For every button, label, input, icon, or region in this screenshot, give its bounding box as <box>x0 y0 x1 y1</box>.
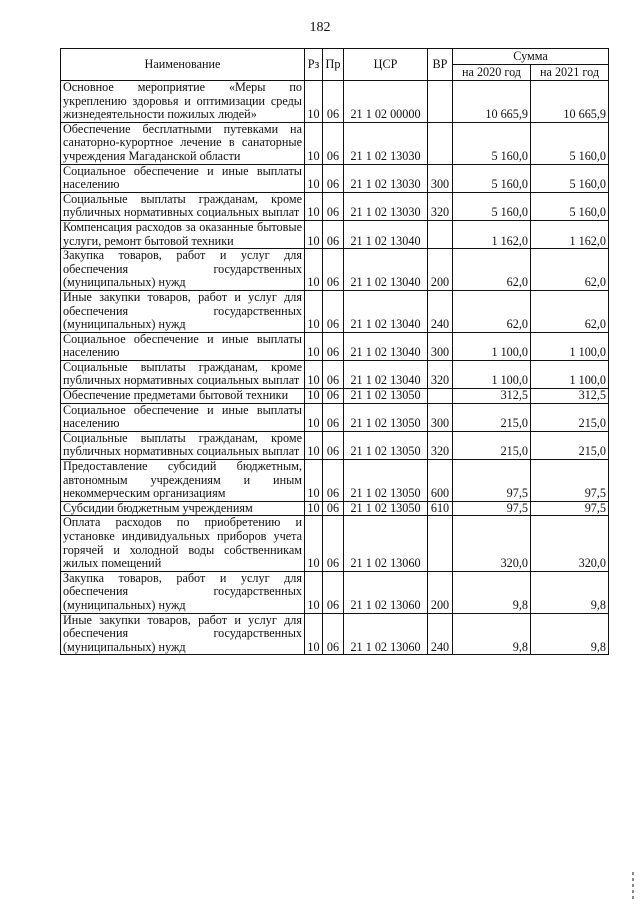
row-sum-2020: 62,0 <box>453 249 531 291</box>
row-pr: 06 <box>323 332 344 360</box>
row-vr <box>428 220 453 248</box>
row-sum-2021: 1 100,0 <box>531 360 609 388</box>
row-sum-2021: 10 665,9 <box>531 81 609 123</box>
row-rz: 10 <box>305 220 323 248</box>
row-pr: 06 <box>323 403 344 431</box>
header-pr: Пр <box>323 49 344 81</box>
row-sum-2020: 9,8 <box>453 613 531 655</box>
table-row <box>61 460 609 502</box>
table-row <box>61 332 609 360</box>
row-rz: 10 <box>305 192 323 220</box>
table-row <box>61 164 609 192</box>
row-sum-2020: 5 160,0 <box>453 164 531 192</box>
row-pr: 06 <box>323 81 344 123</box>
table-row <box>61 249 609 291</box>
row-csr: 21 1 02 13040 <box>344 360 428 388</box>
header-year-2020: на 2020 год <box>453 65 531 81</box>
row-sum-2020: 215,0 <box>453 431 531 459</box>
header-rz: Рз <box>305 49 323 81</box>
row-pr: 06 <box>323 613 344 655</box>
row-csr: 21 1 02 13060 <box>344 516 428 571</box>
row-sum-2021: 5 160,0 <box>531 122 609 164</box>
row-sum-2021: 1 162,0 <box>531 220 609 248</box>
header-name: Наименование <box>61 49 305 81</box>
row-pr: 06 <box>323 164 344 192</box>
row-rz: 10 <box>305 389 323 404</box>
row-rz: 10 <box>305 516 323 571</box>
row-csr: 21 1 02 13040 <box>344 220 428 248</box>
row-vr: 320 <box>428 360 453 388</box>
row-name: Оплата расходов по приобретению и установке индивидуальных приборов учета горячей и холодной воды собственникам жилых помещений <box>61 516 305 571</box>
row-sum-2020: 97,5 <box>453 460 531 502</box>
row-rz: 10 <box>305 164 323 192</box>
row-sum-2020: 1 100,0 <box>453 332 531 360</box>
table-row <box>61 81 609 123</box>
row-vr: 320 <box>428 431 453 459</box>
table-row <box>61 360 609 388</box>
row-pr: 06 <box>323 290 344 332</box>
row-name: Социальные выплаты гражданам, кроме публичных нормативных социальных выплат <box>61 431 305 459</box>
row-vr: 300 <box>428 164 453 192</box>
row-pr: 06 <box>323 516 344 571</box>
row-sum-2020: 215,0 <box>453 403 531 431</box>
table-row <box>61 290 609 332</box>
row-name: Закупка товаров, работ и услуг для обеспечения государственных (муниципальных) нужд <box>61 571 305 613</box>
row-vr <box>428 81 453 123</box>
row-sum-2021: 62,0 <box>531 290 609 332</box>
row-sum-2021: 5 160,0 <box>531 164 609 192</box>
row-sum-2020: 97,5 <box>453 501 531 516</box>
table-header <box>61 49 609 81</box>
row-vr: 320 <box>428 192 453 220</box>
row-csr: 21 1 02 13060 <box>344 613 428 655</box>
row-pr: 06 <box>323 431 344 459</box>
row-sum-2021: 215,0 <box>531 431 609 459</box>
row-sum-2021: 97,5 <box>531 501 609 516</box>
row-rz: 10 <box>305 360 323 388</box>
row-name: Социальные выплаты гражданам, кроме публичных нормативных социальных выплат <box>61 192 305 220</box>
row-name: Иные закупки товаров, работ и услуг для обеспечения государственных (муниципальных) нужд <box>61 613 305 655</box>
row-csr: 21 1 02 13040 <box>344 249 428 291</box>
header-sum: Сумма <box>453 49 609 65</box>
row-rz: 10 <box>305 613 323 655</box>
header-year-2021: на 2021 год <box>531 65 609 81</box>
row-sum-2020: 320,0 <box>453 516 531 571</box>
row-name: Компенсация расходов за оказанные бытовые услуги, ремонт бытовой техники <box>61 220 305 248</box>
table-row <box>61 192 609 220</box>
row-csr: 21 1 02 00000 <box>344 81 428 123</box>
table-row <box>61 613 609 655</box>
row-vr: 200 <box>428 571 453 613</box>
row-csr: 21 1 02 13060 <box>344 571 428 613</box>
row-sum-2021: 312,5 <box>531 389 609 404</box>
row-sum-2020: 5 160,0 <box>453 192 531 220</box>
row-pr: 06 <box>323 501 344 516</box>
row-pr: 06 <box>323 122 344 164</box>
row-sum-2021: 320,0 <box>531 516 609 571</box>
row-vr: 300 <box>428 332 453 360</box>
row-vr <box>428 516 453 571</box>
row-csr: 21 1 02 13030 <box>344 122 428 164</box>
scan-smudge <box>632 872 634 902</box>
row-vr: 610 <box>428 501 453 516</box>
row-sum-2020: 62,0 <box>453 290 531 332</box>
row-sum-2021: 9,8 <box>531 613 609 655</box>
row-name: Социальное обеспечение и иные выплаты населению <box>61 332 305 360</box>
budget-table <box>60 48 609 655</box>
row-rz: 10 <box>305 122 323 164</box>
row-vr: 200 <box>428 249 453 291</box>
row-sum-2020: 10 665,9 <box>453 81 531 123</box>
table-body <box>61 81 609 655</box>
row-sum-2020: 1 162,0 <box>453 220 531 248</box>
row-vr: 240 <box>428 613 453 655</box>
row-vr: 240 <box>428 290 453 332</box>
table-row <box>61 389 609 404</box>
row-sum-2020: 5 160,0 <box>453 122 531 164</box>
row-rz: 10 <box>305 431 323 459</box>
table-row <box>61 122 609 164</box>
row-csr: 21 1 02 13030 <box>344 164 428 192</box>
table-row <box>61 571 609 613</box>
table-row <box>61 220 609 248</box>
row-csr: 21 1 02 13050 <box>344 389 428 404</box>
row-rz: 10 <box>305 460 323 502</box>
row-sum-2021: 97,5 <box>531 460 609 502</box>
row-csr: 21 1 02 13050 <box>344 460 428 502</box>
header-csr: ЦСР <box>344 49 428 81</box>
row-name: Социальное обеспечение и иные выплаты населению <box>61 164 305 192</box>
row-name: Субсидии бюджетным учреждениям <box>61 501 305 516</box>
row-name: Иные закупки товаров, работ и услуг для обеспечения государственных (муниципальных) нужд <box>61 290 305 332</box>
row-pr: 06 <box>323 460 344 502</box>
row-name: Обеспечение бесплатными путевками на санаторно-курортное лечение в санаторные учреждения Магаданской области <box>61 122 305 164</box>
row-name: Основное мероприятие «Меры по укреплению здоровья и оптимизации среды жизнедеятельности пожилых людей» <box>61 81 305 123</box>
row-pr: 06 <box>323 192 344 220</box>
row-rz: 10 <box>305 571 323 613</box>
table-row <box>61 431 609 459</box>
table-row <box>61 501 609 516</box>
table-row <box>61 403 609 431</box>
table-row <box>61 516 609 571</box>
page-number: 182 <box>309 20 331 35</box>
row-sum-2020: 9,8 <box>453 571 531 613</box>
row-sum-2020: 312,5 <box>453 389 531 404</box>
row-rz: 10 <box>305 290 323 332</box>
row-csr: 21 1 02 13040 <box>344 332 428 360</box>
row-name: Предоставление субсидий бюджетным, автономным учреждениям и иным некоммерческим организациям <box>61 460 305 502</box>
row-csr: 21 1 02 13030 <box>344 192 428 220</box>
header-vr: ВР <box>428 49 453 81</box>
row-rz: 10 <box>305 501 323 516</box>
row-csr: 21 1 02 13050 <box>344 501 428 516</box>
row-rz: 10 <box>305 81 323 123</box>
row-vr <box>428 122 453 164</box>
row-csr: 21 1 02 13040 <box>344 290 428 332</box>
row-pr: 06 <box>323 360 344 388</box>
row-sum-2021: 9,8 <box>531 571 609 613</box>
row-rz: 10 <box>305 332 323 360</box>
row-sum-2020: 1 100,0 <box>453 360 531 388</box>
row-sum-2021: 62,0 <box>531 249 609 291</box>
row-pr: 06 <box>323 249 344 291</box>
row-pr: 06 <box>323 389 344 404</box>
row-name: Социальные выплаты гражданам, кроме публичных нормативных социальных выплат <box>61 360 305 388</box>
row-name: Закупка товаров, работ и услуг для обеспечения государственных (муниципальных) нужд <box>61 249 305 291</box>
row-sum-2021: 1 100,0 <box>531 332 609 360</box>
row-sum-2021: 5 160,0 <box>531 192 609 220</box>
row-name: Социальное обеспечение и иные выплаты населению <box>61 403 305 431</box>
row-csr: 21 1 02 13050 <box>344 403 428 431</box>
row-pr: 06 <box>323 571 344 613</box>
row-rz: 10 <box>305 249 323 291</box>
row-rz: 10 <box>305 403 323 431</box>
row-pr: 06 <box>323 220 344 248</box>
row-name: Обеспечение предметами бытовой техники <box>61 389 305 404</box>
row-csr: 21 1 02 13050 <box>344 431 428 459</box>
row-vr: 300 <box>428 403 453 431</box>
row-vr <box>428 389 453 404</box>
row-sum-2021: 215,0 <box>531 403 609 431</box>
row-vr: 600 <box>428 460 453 502</box>
